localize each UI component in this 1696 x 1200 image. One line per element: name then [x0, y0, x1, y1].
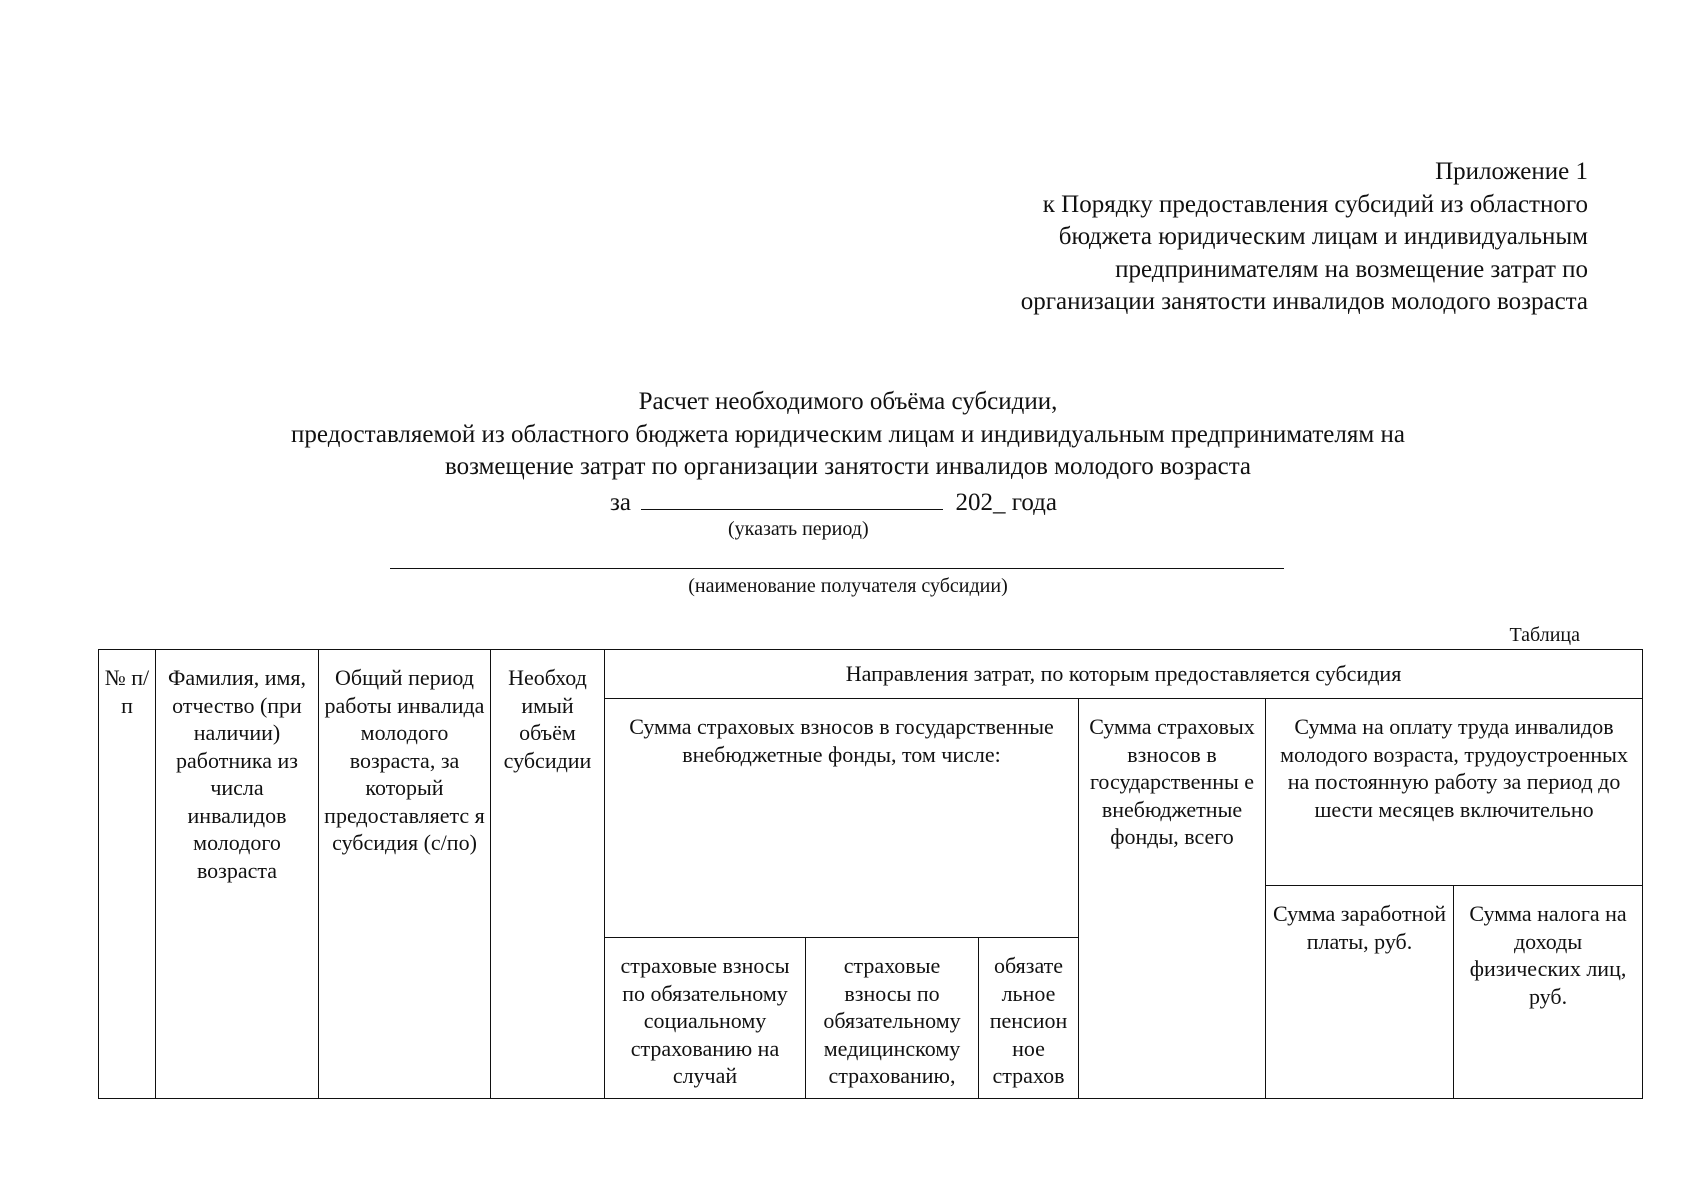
- appendix-line: к Порядку предоставления субсидий из областного: [1042, 190, 1588, 218]
- heading-line: возмещение затрат по организации занятости инвалидов молодого возраста: [444, 453, 1252, 480]
- header-work-period: Общий период работы инвалида молодого возраста, за который предоставляетс я субсидия (с/по): [319, 650, 491, 1099]
- header-employee-name: Фамилия, имя, отчество (при наличии) работника из числа инвалидов молодого возраста: [156, 650, 319, 1099]
- header-number: № п/п: [99, 650, 156, 1099]
- period-fill-line[interactable]: [641, 485, 943, 510]
- header-wage-salary: Сумма заработной платы, руб.: [1266, 886, 1454, 1099]
- recipient-fill-line[interactable]: [390, 568, 1284, 569]
- appendix-line: бюджета юридическим лицам и индивидуальным: [1058, 223, 1588, 250]
- document-heading: [0, 386, 1696, 484]
- period-row: [610, 485, 1057, 517]
- period-caption: (указать период): [728, 518, 869, 540]
- header-wage-group: Сумма на оплату труда инвалидов молодого возраста, трудоустроенных на постоянную работу за период до шести месяцев включительно: [1266, 699, 1643, 886]
- heading-line: предоставляемой из областного бюджета юридическим лицам и индивидуальным предпринимателям на: [291, 420, 1405, 448]
- header-wage-tax: Сумма налога на доходы физических лиц, руб.: [1454, 886, 1643, 1099]
- recipient-caption: (наименование получателя субсидии): [688, 575, 1008, 597]
- header-subsidy-volume: Необход имый объём субсидии: [491, 650, 605, 1099]
- period-prefix: за: [610, 489, 631, 516]
- appendix-line: организации занятости инвалидов молодого возраста: [1020, 288, 1588, 315]
- header-contrib-group: Сумма страховых взносов в государственные внебюджетные фонды, том числе:: [605, 699, 1079, 938]
- header-contrib-pension: обязате льное пенсион ное страхов: [979, 938, 1079, 1099]
- subsidy-table: [98, 649, 1643, 1099]
- table-caption: Таблица: [1509, 624, 1580, 646]
- appendix-block: [1021, 156, 1588, 319]
- appendix-title: Приложение 1: [1435, 158, 1588, 185]
- header-contrib-medical: страховые взносы по обязательному медицинскому страхованию,: [806, 938, 979, 1099]
- header-cost-directions: Направления затрат, по которым предоставляется субсидия: [605, 650, 1643, 699]
- heading-title: Расчет необходимого объёма субсидии,: [638, 388, 1058, 415]
- period-suffix: 202_ года: [955, 489, 1057, 516]
- header-contrib-social: страховые взносы по обязательному социальному страхованию на случай: [605, 938, 806, 1099]
- appendix-line: предпринимателям на возмещение затрат по: [1115, 255, 1588, 283]
- header-contrib-total: Сумма страховых взносов в государственны е внебюджетные фонды, всего: [1079, 699, 1266, 1099]
